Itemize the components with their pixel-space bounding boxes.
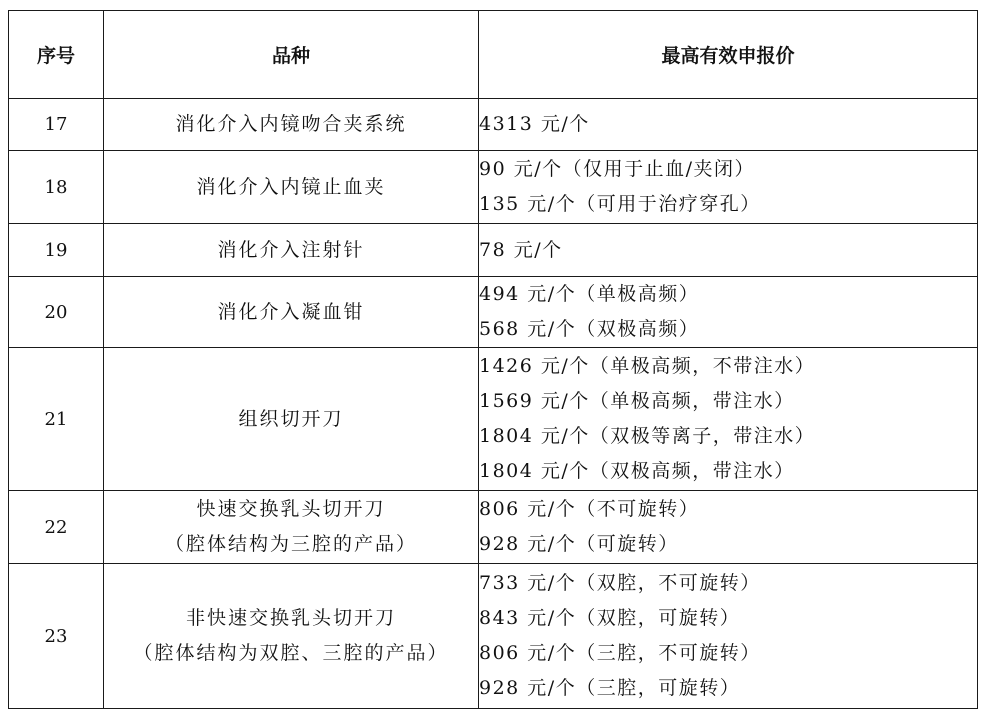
product-name-note: （腔体结构为三腔的产品） [164,533,417,555]
price-line: 4313 元/个 [479,113,590,135]
product-name-line: 消化介入凝血钳 [217,300,365,323]
price-line: 928 元/个（可旋转） [479,533,679,555]
price-line: 1426 元/个（单极高频，不带注水） [479,355,816,377]
row-serial-number: 17 [9,99,104,151]
row-price-list [479,491,978,564]
table-row [9,277,978,348]
price-line: 135 元/个（可用于治疗穿孔） [479,193,761,215]
row-price-list [479,224,978,277]
row-price-list [479,151,978,224]
row-price-list [479,348,978,491]
price-line: 806 元/个（三腔，不可旋转） [479,642,761,664]
table-row [9,151,978,224]
row-product-name [104,277,479,348]
table-row [9,99,978,151]
product-name-line: 快速交换乳头切开刀 [196,498,386,520]
row-serial-number: 18 [9,151,104,224]
row-product-name [104,348,479,491]
price-table [8,10,978,709]
price-line: 90 元/个（仅用于止血/夹闭） [479,158,756,180]
product-name-line: 消化介入注射针 [217,238,365,261]
price-line: 733 元/个（双腔，不可旋转） [479,572,761,594]
price-line: 806 元/个（不可旋转） [479,498,700,520]
table-row [9,348,978,491]
product-name-line: 消化介入内镜止血夹 [196,175,386,198]
row-serial-number: 20 [9,277,104,348]
row-product-name [104,564,479,709]
table-row [9,224,978,277]
row-price-list [479,564,978,709]
row-serial-number: 23 [9,564,104,709]
row-serial-number: 21 [9,348,104,491]
row-serial-number: 19 [9,224,104,277]
price-line: 1804 元/个（双极高频，带注水） [479,460,795,482]
row-price-list [479,277,978,348]
row-serial-number: 22 [9,491,104,564]
product-name-line: 消化介入内镜吻合夹系统 [175,113,407,135]
price-line: 78 元/个 [479,238,563,261]
price-line: 494 元/个（单极高频） [479,283,700,305]
row-price-list [479,99,978,151]
row-product-name [104,491,479,564]
price-line: 1804 元/个（双极等离子，带注水） [479,425,816,447]
product-name-note: （腔体结构为双腔、三腔的产品） [133,642,449,664]
header-row [9,11,978,99]
header-product-variety: 品种 [104,11,479,99]
table-row [9,564,978,709]
table-row [9,491,978,564]
row-product-name [104,151,479,224]
price-line: 1569 元/个（单极高频，带注水） [479,390,795,412]
row-product-name [104,224,479,277]
row-product-name [104,99,479,151]
product-name-line: 组织切开刀 [238,407,344,430]
header-serial-number: 序号 [9,11,104,99]
header-max-declared-price: 最高有效申报价 [479,11,978,99]
product-name-line: 非快速交换乳头切开刀 [185,607,396,629]
price-line: 928 元/个（三腔，可旋转） [479,677,741,699]
price-line: 843 元/个（双腔，可旋转） [479,607,741,629]
price-line: 568 元/个（双极高频） [479,318,700,340]
